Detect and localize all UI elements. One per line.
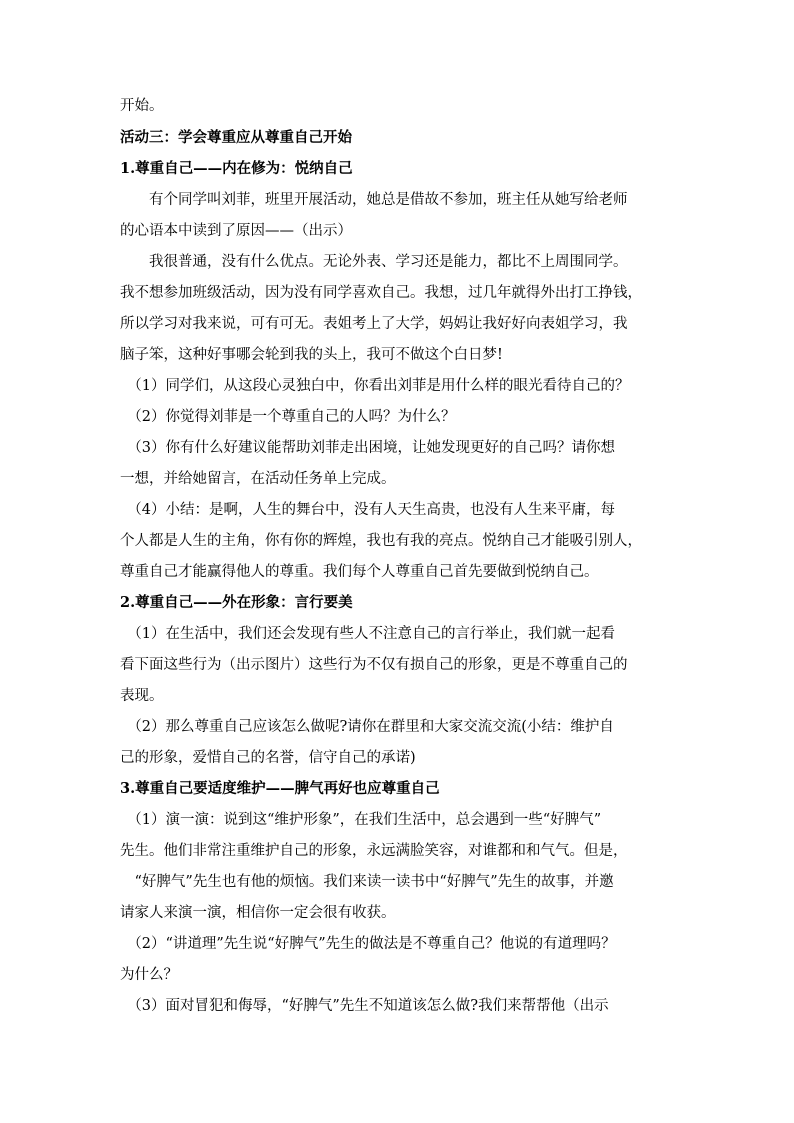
question-line: （1）演一演：说到这“维护形象”，在我们生活中，总会遇到一些“好脾气” xyxy=(120,812,602,828)
text-line: 请家人来演一演，相信你一定会很有收获。 xyxy=(120,905,396,921)
text-line: 脑子笨，这种好事哪会轮到我的头上，我可不做这个白日梦! xyxy=(120,347,503,363)
text-line: 表现。 xyxy=(120,688,164,704)
subsection-heading: 2.尊重自己——外在形象：言行要美 xyxy=(120,594,353,611)
text-line: 有个同学叫刘菲，班里开展活动，她总是借故不参加，班主任从她写给老师 xyxy=(120,192,628,208)
question-line: （1）在生活中，我们还会发现有些人不注意自己的言行举止，我们就一起看 xyxy=(120,626,615,642)
text-line: 我不想参加班级活动，因为没有同学喜欢自己。我想，过几年就得外出打工挣钱， xyxy=(120,285,642,301)
text-line: 尊重自己才能赢得他人的尊重。我们每个人尊重自己首先要做到悦纳自己。 xyxy=(120,564,599,580)
text-line: 个人都是人生的主角，你有你的辉煌，我也有我的亮点。悦纳自己才能吸引别人， xyxy=(120,533,642,549)
text-line: 先生。他们非常注重维护自己的形象，永远满脸笑容，对谁都和和气气。但是， xyxy=(120,843,628,859)
subsection-heading: 1.尊重自己——内在修为：悦纳自己 xyxy=(120,160,353,177)
question-line: （2）那么尊重自己应该怎么做呢?请你在群里和大家交流交流(小结：维护自 xyxy=(120,719,614,735)
text-line: 的心语本中读到了原因——（出示） xyxy=(120,223,352,239)
text-line: 己的形象，爱惜自己的名誉，信守自己的承诺) xyxy=(120,750,416,766)
text-line: 我很普通，没有什么优点。无论外表、学习还是能力，都比不上周围同学。 xyxy=(120,254,628,270)
text-line: 一想，并给她留言，在活动任务单上完成。 xyxy=(120,471,396,487)
question-line: （3）你有什么好建议能帮助刘菲走出困境，让她发现更好的自己吗？请你想 xyxy=(120,440,615,456)
question-line: （1）同学们，从这段心灵独白中，你看出刘菲是用什么样的眼光看待自己的？ xyxy=(120,378,630,394)
text-line: “好脾气”先生也有他的烦恼。我们来读一读书中“好脾气”先生的故事，并邀 xyxy=(120,874,614,890)
question-line: （2）你觉得刘菲是一个尊重自己的人吗？为什么？ xyxy=(120,409,456,425)
section-heading: 活动三：学会尊重应从尊重自己开始 xyxy=(120,129,352,146)
subsection-heading: 3.尊重自己要适度维护——脾气再好也应尊重自己 xyxy=(120,780,440,797)
summary-line: （4）小结：是啊，人生的舞台中，没有人天生高贵，也没有人生来平庸，每 xyxy=(120,502,615,518)
text-line: 开始。 xyxy=(120,98,164,114)
question-line: （3）面对冒犯和侮辱，“好脾气”先生不知道该怎么做?我们来帮帮他（出示 xyxy=(120,998,609,1014)
text-line: 所以学习对我来说，可有可无。表姐考上了大学，妈妈让我好好向表姐学习，我 xyxy=(120,316,628,332)
question-line: （2）“讲道理”先生说“好脾气”先生的做法是不尊重自己？他说的有道理吗？ xyxy=(120,936,616,952)
text-line: 为什么？ xyxy=(120,967,178,983)
text-line: 看下面这些行为（出示图片）这些行为不仅有损自己的形象，更是不尊重自己的 xyxy=(120,657,628,673)
